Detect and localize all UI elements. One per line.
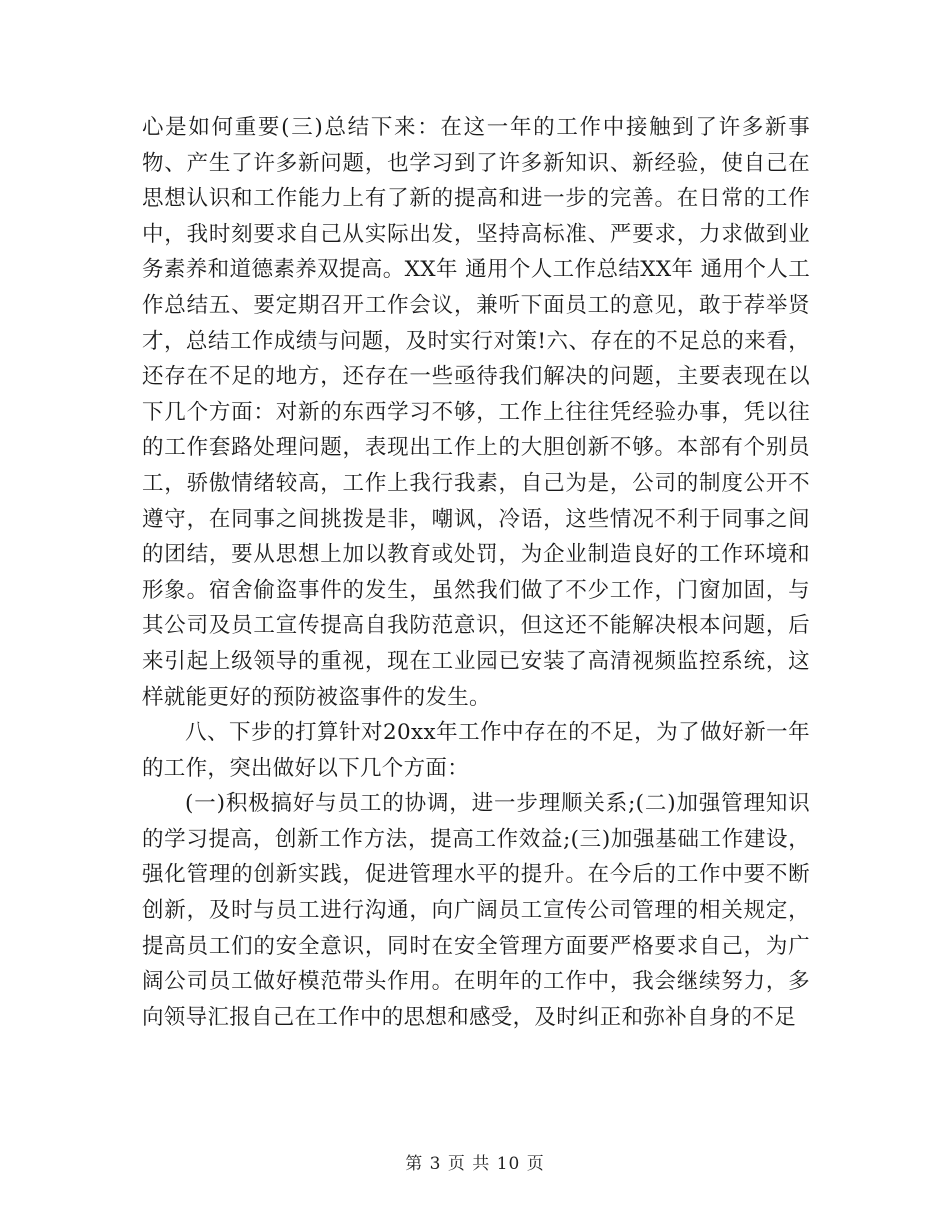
body-paragraph-3: (一)积极搞好与员工的协调，进一步理顺关系;(二)加强管理知识的学习提高，创新工作方法，提高工作效益;(三)加强基础工作建设，强化管理的创新实践，促进管理水平的提升。在今后的工作中要不断创新，及时与员工进行沟通，向广阔员工宣传公司管理的相关规定，提高员工们的安全意识，同时在安全管理方面要严格要求自己，为广阔公司员工做好模范带头作用。在明年的工作中，我会继续努力，多向领导汇报自己在工作中的思想和感受，及时纠正和弥补自身的不足 <box>142 791 810 1030</box>
document-body <box>142 110 810 1035</box>
body-paragraph-2: 八、下步的打算针对20xx年工作中存在的不足，为了做好新一年的工作，突出做好以下几个方面： <box>142 720 810 781</box>
page-number-footer: 第 3 页 共 10 页 <box>405 1154 545 1174</box>
body-paragraph-1: 心是如何重要(三)总结下来：在这一年的工作中接触到了许多新事物、产生了许多新问题，也学习到了许多新知识、新经验，使自己在思想认识和工作能力上有了新的提高和进一步的完善。在日常的工作中，我时刻要求自己从实际出发，坚持高标准、严要求，力求做到业务素养和道德素养双提高。XX年 通用个人工作总结XX年 通用个人工作总结五、要定期召开工作会议，兼听下面员工的意见，敢于荐举贤才，总结工作成绩与问题，及时实行对策!六、存在的不足总的来看，还存在不足的地方，还存在一些亟待我们解决的问题，主要表现在以下几个方面：对新的东西学习不够，工作上往往凭经验办事，凭以往的工作套路处理问题，表现出工作上的大胆创新不够。本部有个别员工，骄傲情绪较高，工作上我行我素，自己为是，公司的制度公开不遵守，在同事之间挑拨是非，嘲讽，冷语，这些情况不利于同事之间的团结，要从思想上加以教育或处罚，为企业制造良好的工作环境和形象。宿舍偷盗事件的发生，虽然我们做了不少工作，门窗加固，与其公司及员工宣传提高自我防范意识，但这还不能解决根本问题，后来引起上级领导的重视，现在工业园已安装了高清视频监控系统，这样就能更好的预防被盗事件的发生。 <box>142 115 810 710</box>
